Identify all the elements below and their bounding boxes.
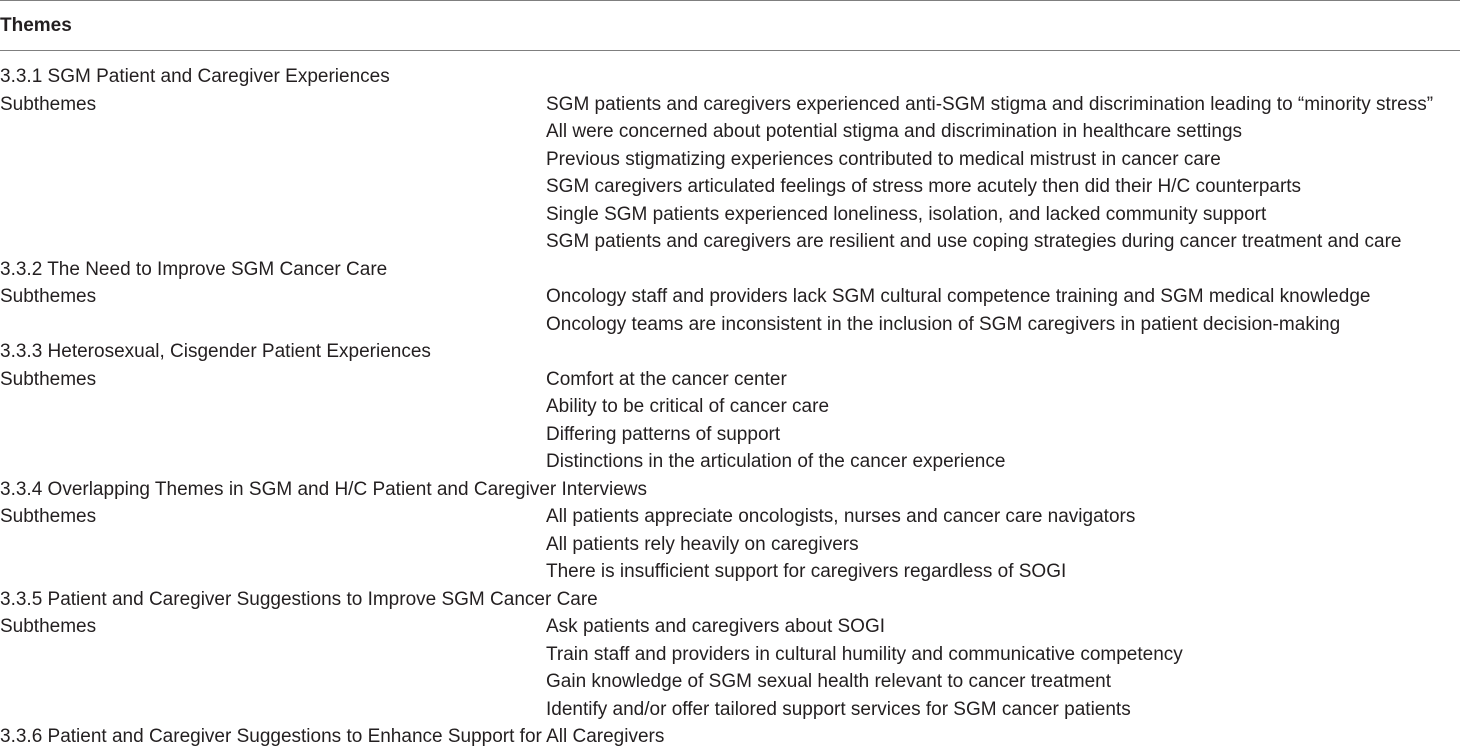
subtheme-text: Differing patterns of support: [546, 423, 781, 445]
subtheme-row: [0, 201, 1460, 229]
table-header-themes: Themes: [0, 15, 72, 36]
theme-title: 3.3.2 The Need to Improve SGM Cancer Care: [0, 258, 388, 280]
subthemes-label: Subthemes: [0, 368, 97, 390]
subtheme-row: [0, 91, 1460, 119]
subtheme-text: Ability to be critical of cancer care: [546, 396, 830, 417]
subthemes-label: Subthemes: [0, 286, 97, 307]
theme-title: 3.3.6 Patient and Caregiver Suggestions to Enhance Support for All Caregivers: [0, 726, 665, 747]
subtheme-row: [0, 641, 1460, 669]
theme-title: 3.3.3 Heterosexual, Cisgender Patient Experiences: [0, 341, 431, 362]
subtheme-text: All were concerned about potential stigma and discrimination in healthcare settings: [546, 121, 1243, 142]
subtheme-row: [0, 311, 1460, 339]
subtheme-text: Single SGM patients experienced loneliness, isolation, and lacked community support: [546, 203, 1267, 225]
theme-title: 3.3.4 Overlapping Themes in SGM and H/C Patient and Caregiver Interviews: [0, 478, 648, 500]
subtheme-text: Previous stigmatizing experiences contributed to medical mistrust in cancer care: [546, 148, 1221, 170]
subtheme-text: Oncology teams are inconsistent in the inclusion of SGM caregivers in patient decision-making: [546, 313, 1341, 335]
subtheme-text: Identify and/or offer tailored support services for SGM cancer patients: [546, 698, 1131, 720]
subthemes-label: Subthemes: [0, 93, 97, 115]
theme-title: 3.3.1 SGM Patient and Caregiver Experiences: [0, 66, 390, 87]
subtheme-text: SGM caregivers articulated feelings of stress more acutely then did their H/C counterparts: [546, 176, 1302, 197]
subtheme-text: Gain knowledge of SGM sexual health relevant to cancer treatment: [546, 671, 1112, 692]
subtheme-row: [0, 558, 1460, 586]
subtheme-row: [0, 118, 1460, 146]
subtheme-text: Oncology staff and providers lack SGM cultural competence training and SGM medical knowledge: [546, 286, 1371, 307]
theme-row: [0, 723, 1460, 751]
subtheme-text: Ask patients and caregivers about SOGI: [546, 616, 886, 637]
subtheme-row: [0, 146, 1460, 174]
subtheme-row: [0, 503, 1460, 531]
table-body: [0, 63, 1460, 751]
subtheme-text: There is insufficient support for caregivers regardless of SOGI: [546, 561, 1067, 582]
table-top-rule: [0, 0, 1460, 1]
subtheme-text: All patients rely heavily on caregivers: [546, 533, 859, 555]
subtheme-row: [0, 173, 1460, 201]
theme-row: [0, 63, 1460, 91]
subtheme-text: SGM patients and caregivers are resilient and use coping strategies during cancer treatment and care: [546, 231, 1402, 252]
subtheme-row: [0, 393, 1460, 421]
subtheme-row: [0, 448, 1460, 476]
subtheme-row: [0, 228, 1460, 256]
subtheme-row: [0, 421, 1460, 449]
theme-row: [0, 256, 1460, 284]
subtheme-text: Train staff and providers in cultural humility and communicative competency: [546, 643, 1183, 665]
theme-row: [0, 476, 1460, 504]
subtheme-row: [0, 531, 1460, 559]
subthemes-label: Subthemes: [0, 616, 97, 637]
theme-row: [0, 586, 1460, 614]
subtheme-text: SGM patients and caregivers experienced anti-SGM stigma and discrimination leading to “minority stress”: [546, 93, 1434, 115]
theme-row: [0, 338, 1460, 366]
subtheme-text: Comfort at the cancer center: [546, 368, 787, 390]
subtheme-text: All patients appreciate oncologists, nurses and cancer care navigators: [546, 506, 1136, 527]
table-header-rule: [0, 50, 1460, 51]
subtheme-text: Distinctions in the articulation of the cancer experience: [546, 451, 1006, 472]
subtheme-row: [0, 283, 1460, 311]
subtheme-row: [0, 668, 1460, 696]
subtheme-row: [0, 613, 1460, 641]
subtheme-row: [0, 366, 1460, 394]
theme-title: 3.3.5 Patient and Caregiver Suggestions to Improve SGM Cancer Care: [0, 588, 598, 610]
subtheme-row: [0, 696, 1460, 724]
subthemes-label: Subthemes: [0, 506, 97, 527]
